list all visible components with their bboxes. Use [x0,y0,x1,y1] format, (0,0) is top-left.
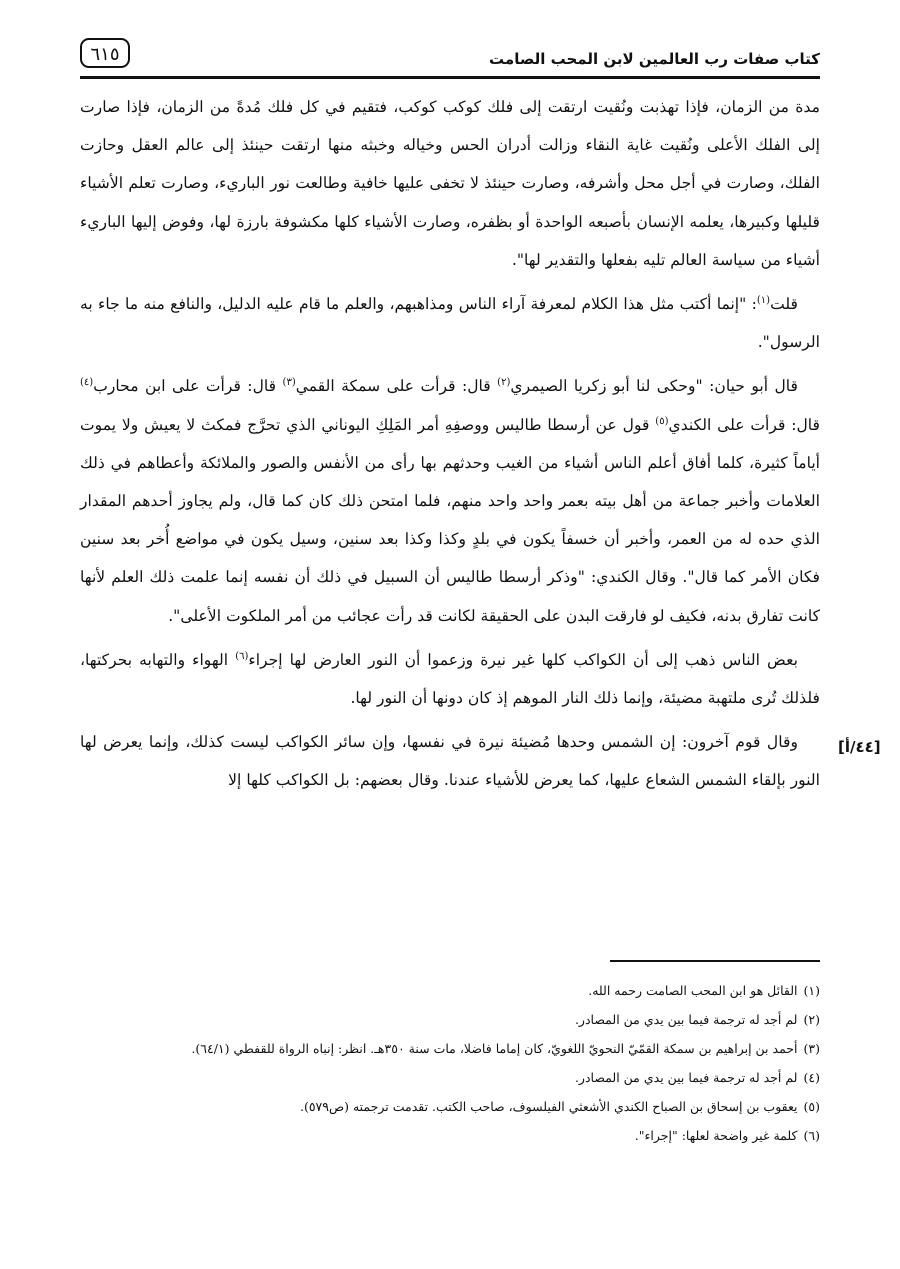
header-divider [80,76,820,79]
footnote-number: (٣) [803,1041,820,1056]
footnote-number: (٥) [803,1099,820,1114]
footnote-divider [610,960,820,962]
footnote [80,976,820,1005]
main-text [80,88,820,806]
paragraph: مدة من الزمان، فإذا تهذبت ونُقيت ارتقت إلى فلك كوكب كوكب، فتقيم في كل فلك مُدةً من الزمان، فإذا صارت إلى الفلك الأعلى ونُقيت غاية النقاء وزالت أدران الحس وخياله وخبثه منها ارتقت حينئذ إلى عالم العقل وحازت الفلك، وصارت في أجل محل وأشرفه، وصارت حينئذ لا تخفى عليها خافية وطالعت نور الباريء، وصارت تعلم الأشياء قليلها وكبيرها، يعلمه الإنسان بأصبعه الواحدة أو بظفره، وصارت الأشياء كلها مكشوفة بارزة لها، وفوض إليها الباريء أشياء من سياسة العالم تليه بفعلها والتقدير لها". [80,98,820,269]
footnote-text: كلمة غير واضحة لعلها: "إجراء". [634,1128,798,1143]
footnotes [80,976,820,1150]
page-header [80,38,820,74]
footnote [80,1034,820,1063]
page-number: ٦١٥ [80,38,130,68]
footnote-ref[interactable]: (٥) [655,415,669,427]
footnote [80,1121,820,1150]
footnote-ref[interactable]: (٣) [282,377,296,389]
footnote-ref[interactable]: (٤) [80,377,94,389]
paragraph: بعض الناس ذهب إلى أن الكواكب كلها غير نيرة وزعموا أن النور العارض لها إجراء$^{(٦)}$ الهواء والتهابه بحركتها، فلذلك تُرى ملتهبة مضيئة، وإنما ذلك النار الموهم إذ كان دونها أن النور لها. [80,650,820,708]
footnote-number: (٦) [803,1128,820,1143]
footnote-text: يعقوب بن إسحاق بن الصباح الكندي الأشعثي الفيلسوف، صاحب الكتب. تقدمت ترجمته (ص٥٧٩). [299,1099,798,1114]
footnote-number: (٤) [803,1070,820,1085]
footnote-ref[interactable]: (١) [756,294,771,306]
footnote-number: (٢) [803,1012,820,1027]
footnote-text: القائل هو ابن المحب الصامت رحمه الله. [588,983,798,998]
paragraph: وقال قوم آخرون: إن الشمس وحدها مُضيئة نيرة في نفسها، وإن سائر الكواكب ليست كذلك، وإنما يعرض لها النور بإلقاء الشمس الشعاع عليها، كما يعرض للأشياء عندنا. وقال بعضهم: بل الكواكب كلها إلا [80,733,820,790]
running-title: كتاب صفات رب العالمين لابن المحب الصامت [489,50,820,68]
footnote [80,1092,820,1121]
footnote [80,1005,820,1034]
paragraph: قال أبو حيان: "وحكى لنا أبو زكريا الصيمري$^{(٢)}$ قال: قرأت على سمكة القمي$^{(٣)}$ قال: قرأت على ابن محارب$^{(٤)}$ قال: قرأت على الكندي$^{(٥)}$ قول عن أرسطا طاليس ووصفِهِ أمر المَلِكِ اليوناني الذي تحرَّج فمكث لا يعيش ولا يموت أياماً كثيرة، كلما أفاق أعلم الناس أشياء من الغيب وحدثهم بها رأى من الأنفس والصور والملائكة وأعطاهم في ذلك العلامات وأخبر جماعة من أهل بيته بعمر واحد واحد منهم، فلما امتحن ذلك كان كما قال، ولم يجاوز أحدهم المقدار الذي حده له من العمر، وأخبر أن خسفاً يكون في بلدٍ وكذا وكذا بعد سنين، وسيل يكون في مواضع أُخر بعد سنين فكان الأمر كما قال". وقال الكندي: "وذكر أرسطا طاليس أن السبيل في ذلك أن نفسه إنما علمت ذلك العلم لأنها كانت تفارق بدنه، فكيف لو فارقت البدن على الحقيقة لكانت قد رأت عجائب من أمر الملكوت الأعلى". [80,377,820,625]
manuscript-folio-marker: [٤٤/أ] [838,738,881,756]
footnote-text: لم أجد له ترجمة فيما بين يدي من المصادر. [574,1012,798,1027]
footnote-text: أحمد بن إبراهيم بن سمكة القمّيّ النحويّ اللغويّ، كان إماما فاضلا، مات سنة ٣٥٠هـ. انظر: إنباه الرواة للقفطي (٦٤/١). [191,1041,798,1056]
footnote-number: (١) [803,983,820,998]
footnote-ref[interactable]: (٢) [497,377,511,389]
paragraph: قلت$^{(١)}$: "إنما أكتب مثل هذا الكلام لمعرفة آراء الناس ومذاهبهم، والعلم ما قام عليه الدليل، والنافع منه ما جاء به الرسول". [80,294,820,352]
footnote-ref[interactable]: (٦) [235,650,249,662]
footnote-text: لم أجد له ترجمة فيما بين يدي من المصادر. [574,1070,798,1085]
footnote [80,1063,820,1092]
